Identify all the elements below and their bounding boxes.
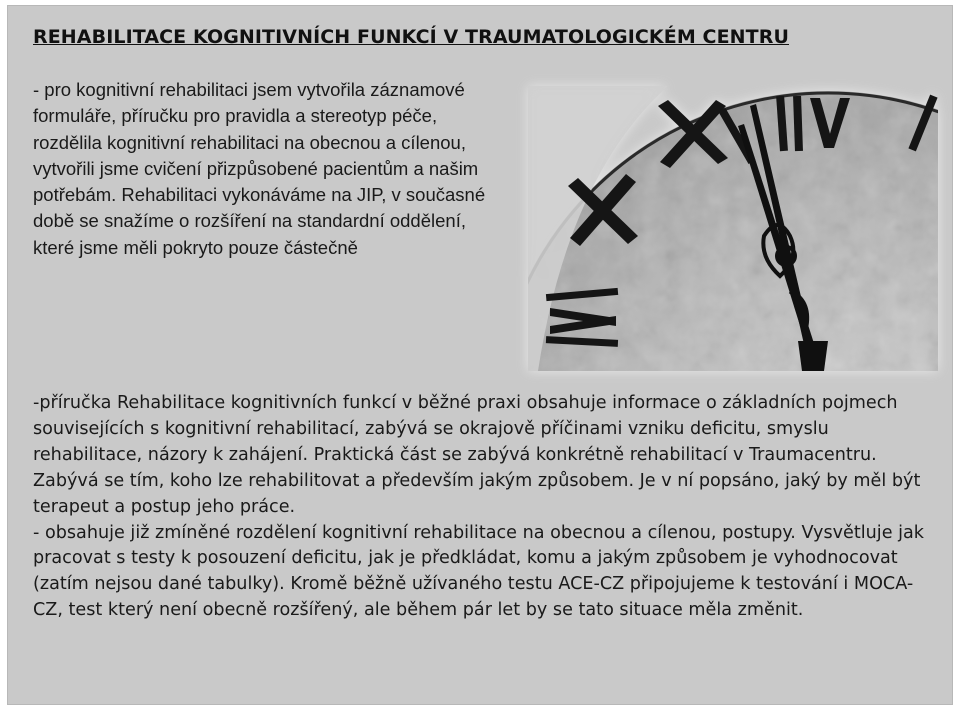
clock-image xyxy=(528,86,938,371)
slide xyxy=(7,5,953,705)
handbook-line: -příručka Rehabilitace kognitivních funkcí v běžné praxi obsahuje informace o základních pojmech souvisejících s kognitivní rehabilitací, zabývá se okrajově příčinami vzniku deficitu, smyslu rehabilitace, názory k zahájení. Praktická část se zabývá konkrétně rehabilitací v Traumacentru. Zabývá se tím, koho lze rehabilitovat a především jakým způsobem. Je v ní popsáno, jaký by měl být terapeut a postup jeho práce. xyxy=(33,393,921,517)
handbook-line: - obsahuje již zmíněné rozdělení kognitivní rehabilitace na obecnou a cílenou, postupy. Vysvětluje jak pracovat s testy k posouzení deficitu, jak je předkládat, komu a jakým způsobem je vyhodnocovat (zatím nejsou dané tabulky). Kromě běžně užívaného testu ACE-CZ připojujeme k testování i MOCA-CZ, test který není obecně rozšířený, ale během pár let by se tato situace měla změnit. xyxy=(33,522,924,621)
clock-face-illustration xyxy=(528,86,938,371)
slide-title: REHABILITACE KOGNITIVNÍCH FUNKCÍ V TRAUMATOLOGICKÉM CENTRU xyxy=(33,26,789,48)
intro-paragraph: - pro kognitivní rehabilitaci jsem vytvořila záznamové formuláře, příručku pro pravidla a stereotyp péče, rozdělila kognitivní rehabilitaci na obecnou a cílenou, vytvořili jsme cvičení přizpůsobené pacientům a našim potřebám. Rehabilitaci vykonáváme na JIP, v současné době se snažíme o rozšíření na standardní oddělení, které jsme měli pokryto pouze částečně xyxy=(33,79,486,258)
handbook-description xyxy=(33,391,938,624)
